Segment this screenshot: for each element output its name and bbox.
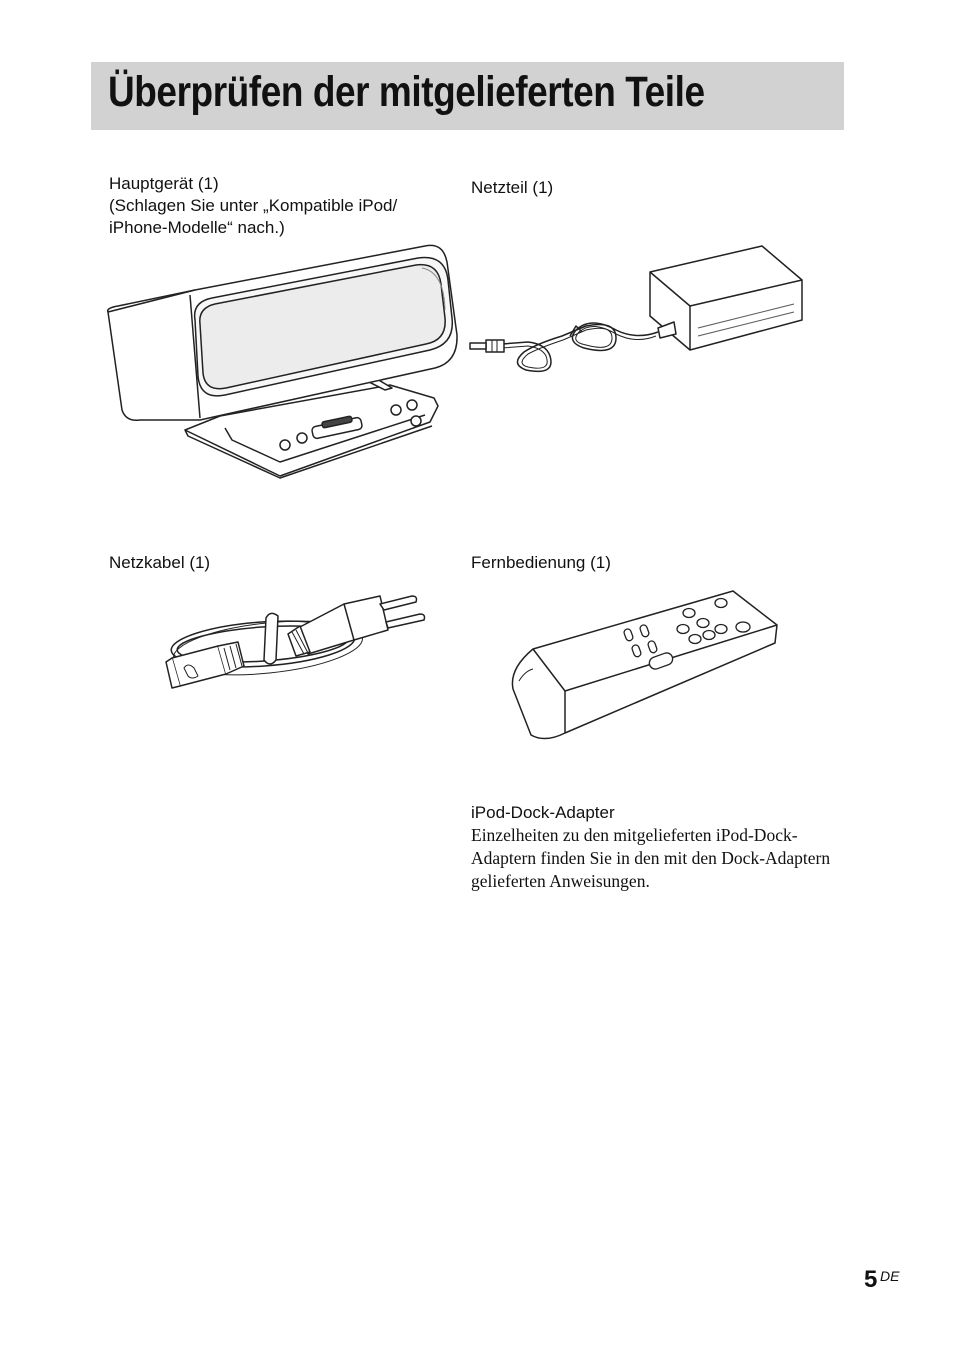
item-label-line: Hauptgerät (1) [109,174,219,193]
power-cord-icon [158,582,433,697]
speaker-dock-icon [100,240,470,485]
page-number: 5 [864,1266,878,1293]
body-line: Einzelheiten zu den mitgelieferten iPod-Dock- [471,825,798,845]
ac-adapter-icon [466,240,806,380]
dock-adapter-heading: iPod-Dock-Adapter [471,803,615,822]
item-label-remote [471,552,611,574]
item-label-line: Netzteil (1) [471,178,554,197]
page-language-suffix: DE [880,1268,900,1284]
body-line: gelieferten Anweisungen. [471,871,650,891]
dock-adapter-description [471,824,851,893]
item-label-main-unit [109,173,397,239]
page-title: Überprüfen der mitgelieferten Teile [108,68,705,116]
item-label-line: Fernbedienung (1) [471,553,611,572]
item-label-line: Netzkabel (1) [109,553,211,572]
item-label-line: iPhone-Modelle“ nach.) [109,218,285,237]
item-label-power-cord [109,552,210,574]
item-label-line: (Schlagen Sie unter „Kompatible iPod/ [109,196,398,215]
body-line: Adaptern finden Sie in den mit den Dock-Adaptern [471,848,831,868]
remote-control-icon [505,585,781,747]
title-bar [91,62,844,130]
item-label-ac-adapter [471,177,553,199]
